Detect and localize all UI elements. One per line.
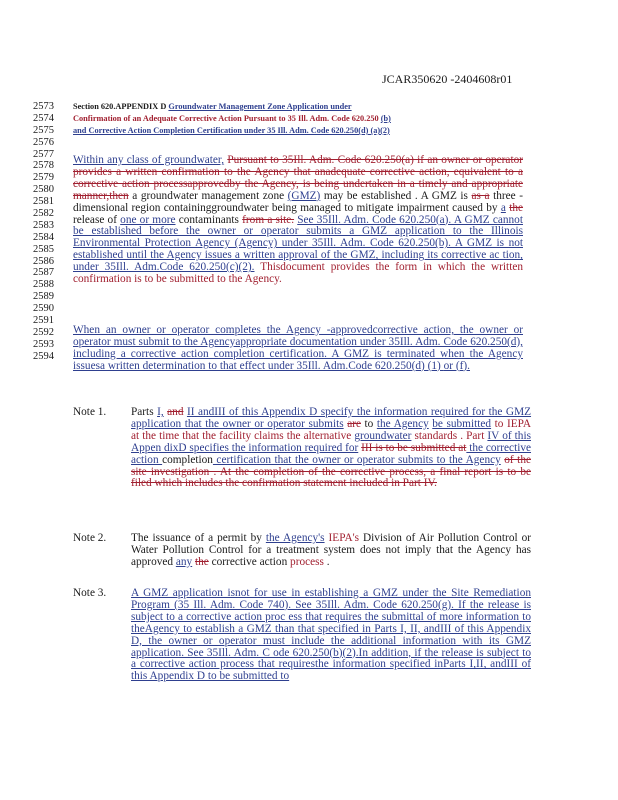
line-number: 2594 — [33, 350, 54, 362]
line-number: 2577 — [33, 148, 54, 160]
inserted-text: (GMZ) — [287, 189, 321, 202]
line-number: 2575 — [33, 124, 54, 136]
line-number: 2585 — [33, 243, 54, 255]
inserted-text: any — [175, 555, 193, 568]
inserted-text: the Agency — [376, 417, 429, 430]
line-number: 2582 — [33, 208, 54, 220]
line-number: 2573 — [33, 101, 54, 112]
highlighted-text: standards . Part — [411, 429, 488, 442]
line-number: 2592 — [33, 326, 54, 338]
deleted-text: the — [195, 555, 209, 568]
line-number: 2589 — [33, 291, 54, 303]
inserted-text: the corrective action — [131, 441, 532, 466]
text-run: contaminants — [175, 213, 243, 226]
line-number: 2587 — [33, 267, 54, 279]
line-number: 2593 — [33, 338, 54, 350]
text-run: to — [360, 417, 377, 430]
line-number: 2574 — [33, 112, 54, 124]
note-1 — [73, 407, 533, 517]
highlighted-text: process — [290, 555, 324, 568]
note-2-body — [131, 533, 531, 569]
line-number: 2583 — [33, 219, 54, 231]
section-heading-line-3 — [73, 125, 535, 137]
deleted-text: as a — [471, 189, 490, 202]
inserted-text: a — [500, 201, 506, 214]
line-number: 2579 — [33, 172, 54, 184]
line-numbers — [33, 101, 54, 363]
deleted-text: III is to be submitted at — [361, 441, 467, 454]
text-run: Parts — [131, 406, 158, 418]
note-2 — [73, 533, 533, 573]
deleted-text: from a site. — [242, 213, 295, 226]
section-heading-line-1 — [73, 101, 535, 113]
inserted-text: the Agency's — [265, 532, 325, 544]
inserted-text: and Corrective Action Completion Certification under 35 Ill. Adm. Code 620.250(d) (a)(2) — [73, 126, 390, 135]
text-run: completion — [162, 453, 213, 466]
text-run: The issuance of a permit by — [131, 532, 266, 544]
inserted-text: one or more — [120, 213, 176, 226]
paragraph-gmz-completion — [73, 325, 523, 373]
inserted-text: I, — [157, 406, 164, 418]
note-1-body — [131, 407, 531, 490]
inserted-text: or (f). — [443, 359, 470, 372]
inserted-text: certification that the owner or operator submits to the Agency — [212, 453, 501, 466]
deleted-text: and — [167, 406, 184, 418]
text-run: corrective action — [208, 555, 291, 568]
inserted-text: A GMZ application isnot for use in establishing a GMZ under the Site Remediation Program (35 Ill. Adm. Code 740). See 35Ill. Adm. Code 620.250(g). If the release is subject to a corrective action proc ess that requires the submittal of more information to theAgency to establish a GMZ than that specified in Parts I, II, andIII of this Appendix D, the owner or operator must include the additional information with its GMZ application. See 35Ill. Adm. C ode 620.250(b)(2).In addition, if the release is subject to a corrective action process that requiresthe information specified inParts I,II, andIII of this Appendix D to be submitted to — [131, 587, 531, 683]
line-number: 2584 — [33, 231, 54, 243]
line-number: 2576 — [33, 136, 54, 148]
deleted-text: the — [509, 201, 524, 214]
inserted-text: be submitted — [432, 417, 492, 430]
line-number: 2578 — [33, 160, 54, 172]
inserted-text: IV of this Appen dixD specifies the information required for — [131, 429, 531, 454]
inserted-text: Groundwater Management Zone Application under — [168, 102, 352, 111]
text-run: a groundwater management zone — [128, 189, 288, 202]
paragraph-gmz-definition — [73, 155, 523, 286]
note-1-label: Note 1. — [73, 406, 107, 418]
highlighted-text: Thisdocument provides the form in which the written confirmation is to be submitted to the Agency. — [73, 261, 523, 286]
section-heading-line-2 — [73, 113, 535, 125]
section-heading — [73, 101, 535, 137]
inserted-text: See 35Ill. Adm. Code 620.250(a). A GMZ cannot be established before the owner or operator submits a GMZ application to the Illinois Environmental Protection Agency (Agency) under 35Ill. Adm. Code 620.250(b). A GMZ is not established until the Agency issues a written approval of the GMZ, including its corrective ac tion, under 35Ill. Adm.Code 620.250(c)(2). — [73, 213, 523, 274]
inserted-text: groundwater — [354, 429, 412, 442]
highlighted-text: to IEPA at the time that the facility claims the alternative — [131, 417, 532, 442]
text-run: . — [323, 555, 330, 568]
inserted-text: (b) — [380, 114, 391, 123]
inserted-text: Within any class of groundwater, — [73, 154, 225, 166]
deleted-text: Pursuant to 35Ill. Adm. Code 620.250(a) if an owner or operator provides a written confirmation to the Agency that anadequate corrective action, equivalent to a corrective action processapprovedby the Agency, is being undertaken in a timely and appropriate manner,then — [73, 154, 523, 202]
line-number: 2581 — [33, 196, 54, 208]
note-3-body — [131, 588, 531, 683]
text-run: three -dimensional region containinggroundwater being managed to mitigate impairment caused by — [73, 189, 523, 214]
highlighted-text: Confirmation of an Adequate Corrective Action Pursuant to 35 Ill. Adm. Code 620.250 — [73, 114, 379, 123]
line-number: 2590 — [33, 303, 54, 315]
text-run: Section 620.APPENDIX D — [73, 102, 169, 111]
line-number: 2588 — [33, 279, 54, 291]
document-header: JCAR350620 -2404608r01 — [382, 72, 513, 86]
line-number: 2586 — [33, 255, 54, 267]
deleted-text: of the site investigation . At the completion of the corrective process, a final report is to be filed which includes the confirmation statement included in Part IV. — [131, 453, 531, 490]
text-run: Division of Air Pollution Control or Water Pollution Control for a treatment system does not imply that the Agency has approved — [131, 532, 531, 568]
line-number: 2580 — [33, 184, 54, 196]
line-number: 2591 — [33, 315, 54, 327]
note-3-label: Note 3. — [73, 587, 107, 599]
highlighted-text: IEPA's — [328, 532, 360, 544]
note-2-label: Note 2. — [73, 532, 107, 544]
inserted-text: II andIII of this Appendix D specify the information required for the GMZ application that the owner or operator submits — [131, 406, 532, 430]
note-3 — [73, 588, 533, 728]
deleted-text: are — [347, 417, 361, 430]
inserted-text: When an owner or operator completes the Agency -approvedcorrective action, the owner or operator must submit to the Agencyappropriate documentation under 35Ill. Adm. Code 620.250(d), including a corrective action completion certification. A GMZ is terminated when the Agency issuesa written determination to that effect under 35Ill. Adm.Code 620.250(d) (1) — [73, 324, 523, 372]
text-run: release of — [73, 213, 121, 226]
text-run: may be established . A GMZ is — [320, 189, 472, 202]
